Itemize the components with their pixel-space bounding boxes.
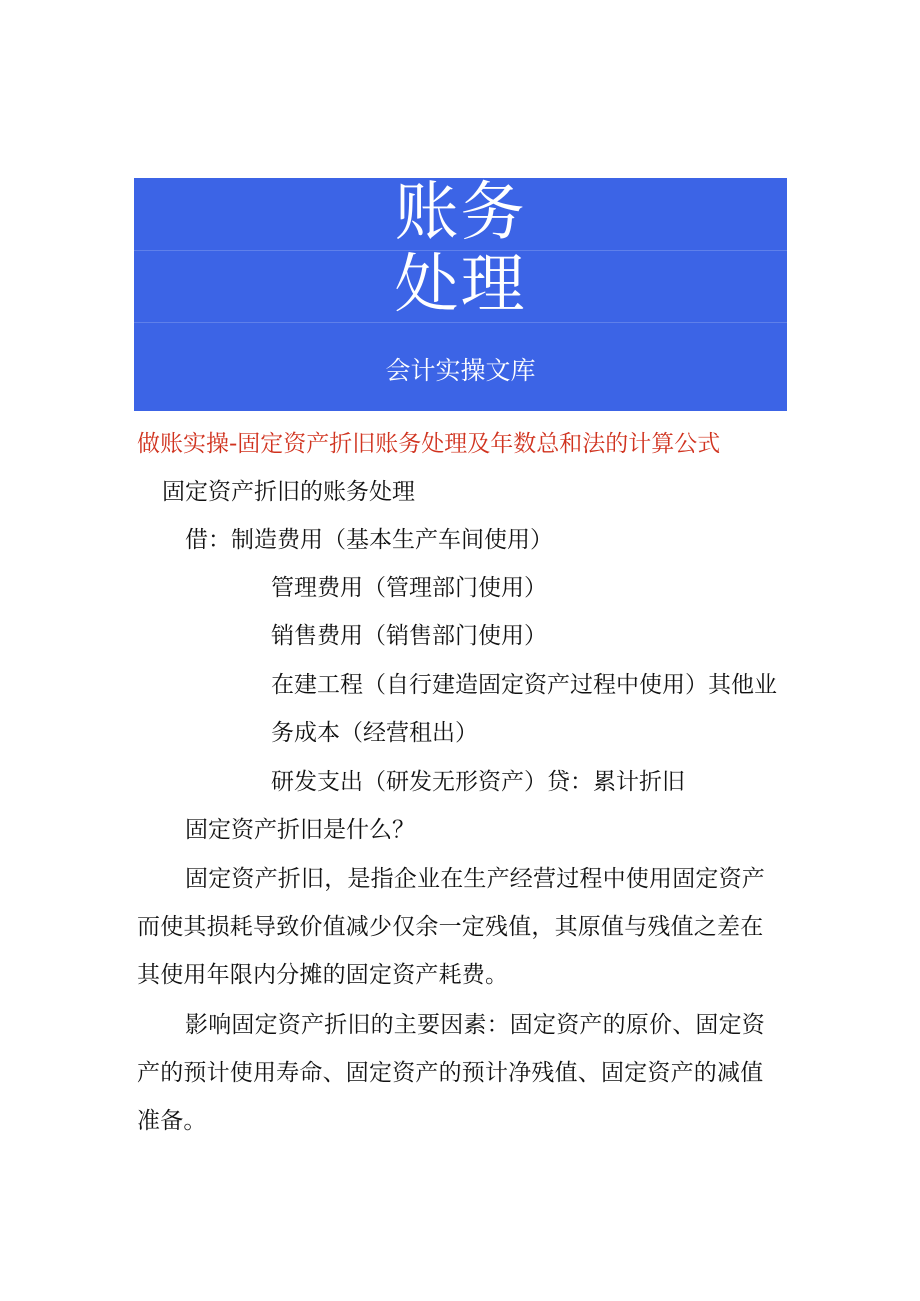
definition-paragraph: 固定资产折旧，是指企业在生产经营过程中使用固定资产而使其损耗导致价值减少仅余一定残值，其原值与残值之差在其使用年限内分摊的固定资产耗费。 [137, 866, 765, 988]
journal-entry-debit: 借：制造费用（基本生产车间使用） [185, 527, 553, 553]
banner-title-line1: 账务 [394, 178, 527, 250]
question-heading: 固定资产折旧是什么？ [185, 817, 415, 843]
journal-entry-credit: 研发支出（研发无形资产）贷：累计折旧 [271, 769, 685, 795]
document-title: 做账实操-固定资产折旧账务处理及年数总和法的计算公式 [137, 431, 721, 457]
factors-paragraph: 影响固定资产折旧的主要因素：固定资产的原价、固定资产的预计使用寿命、固定资产的预计净残值、固定资产的减值准备。 [137, 1012, 765, 1134]
banner-divider [134, 322, 787, 323]
journal-entry-line: 销售费用（销售部门使用） [271, 623, 547, 649]
journal-entry-line: 管理费用（管理部门使用） [271, 575, 547, 601]
journal-entry-line: 在建工程（自行建造固定资产过程中使用）其他业 [271, 672, 777, 698]
journal-entry-line: 务成本（经营租出） [271, 720, 478, 746]
banner-title-line2: 处理 [394, 248, 527, 322]
banner-subtitle: 会计实操文库 [385, 356, 536, 385]
section-heading: 固定资产折旧的账务处理 [162, 479, 415, 505]
cover-banner [134, 178, 787, 411]
